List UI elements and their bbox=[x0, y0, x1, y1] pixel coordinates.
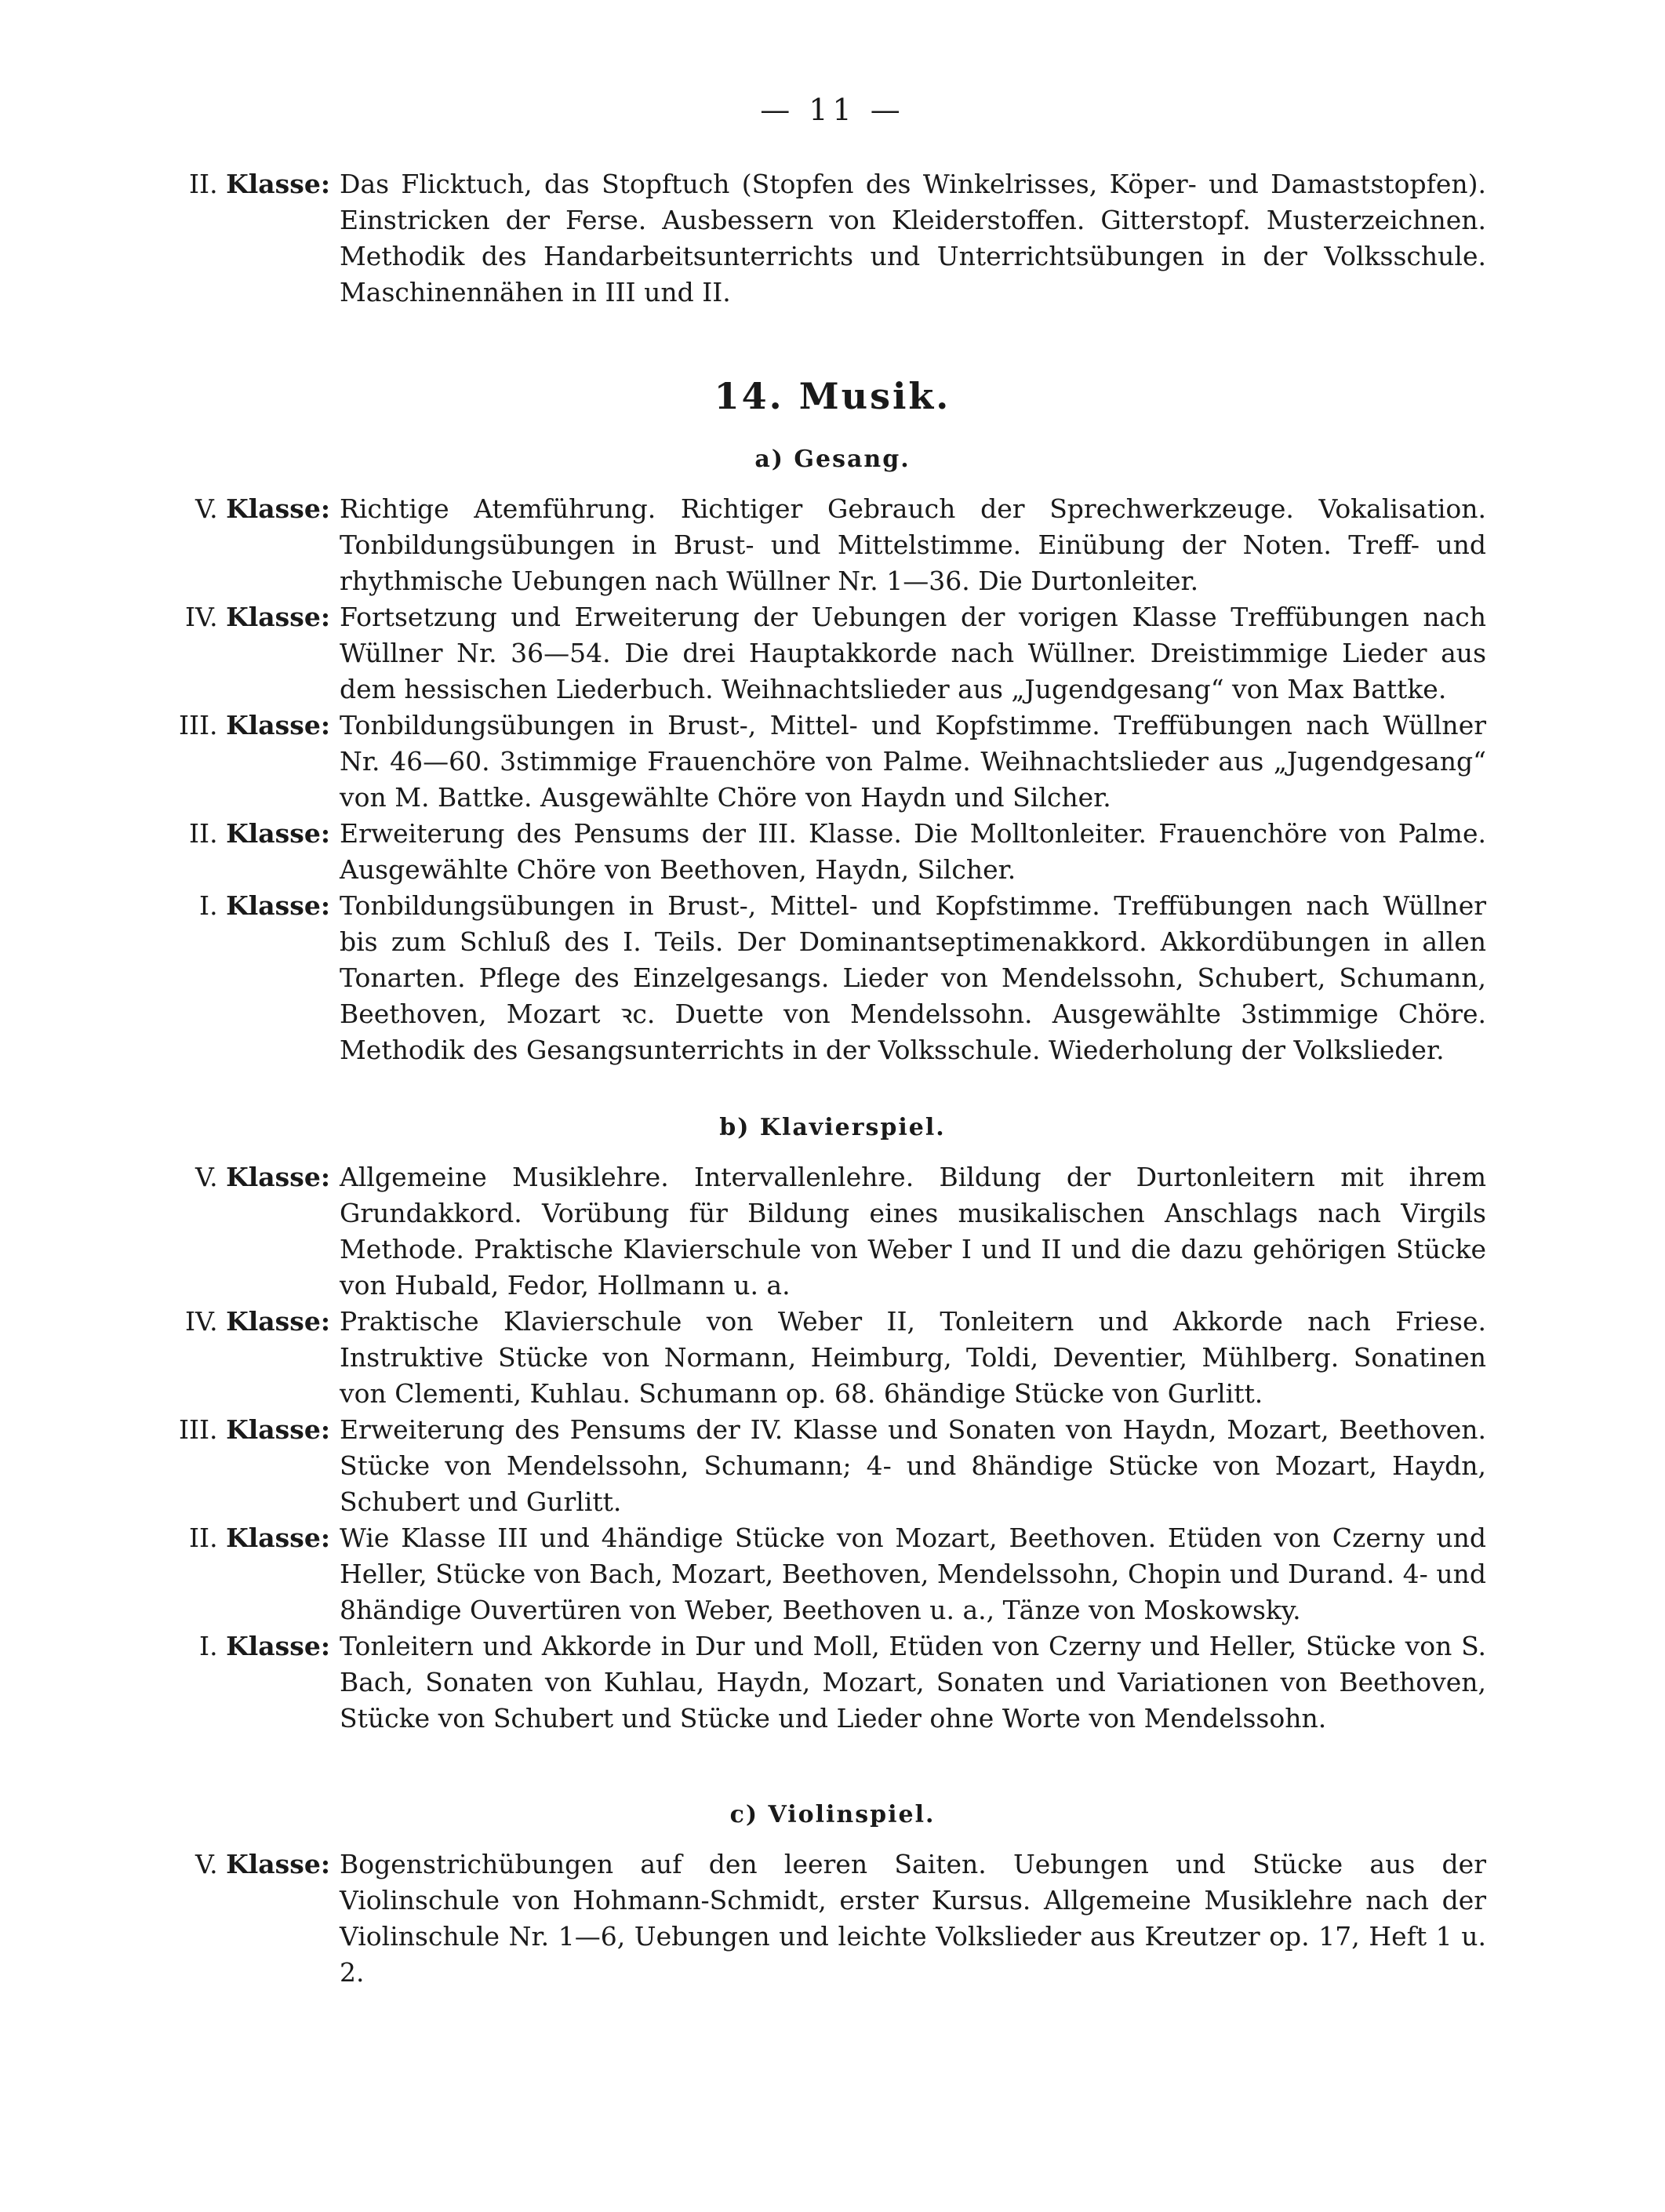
class-label bbox=[169, 1520, 340, 1556]
class-entry bbox=[169, 1304, 1486, 1412]
class-text: Erweiterung des Pensums der IV. Klasse und Sonaten von Haydn, Mozart, Beethoven. Stücke von Mendelssohn, Schumann; 4- und 8händige Stücke von Mozart, Haydn, Schubert und Gurlitt. bbox=[340, 1414, 1486, 1517]
class-entry bbox=[169, 1846, 1486, 1991]
gesang-block bbox=[169, 491, 1486, 1068]
class-label bbox=[169, 888, 340, 924]
class-text: Erweiterung des Pensums der III. Klasse. Die Molltonleiter. Frauenchöre von Palme. Ausgewählte Chöre von Beethoven, Haydn, Silcher. bbox=[340, 818, 1486, 885]
class-word: Klasse: bbox=[226, 1306, 330, 1337]
class-text: Bogenstrichübungen auf den leeren Saiten. Uebungen und Stücke aus der Violinschule von Hohmann-Schmidt, erster Kursus. Allgemeine Musiklehre nach der Violinschule Nr. 1—6, Uebungen und leichte Volkslieder aus Kreutzer op. 17, Heft 1 u. 2. bbox=[340, 1849, 1486, 1988]
class-word: Klasse: bbox=[226, 1523, 330, 1553]
class-word: Klasse: bbox=[226, 710, 330, 740]
class-entry bbox=[169, 1520, 1486, 1628]
class-roman: V. bbox=[195, 493, 218, 524]
section-title: 14. Musik. bbox=[714, 375, 951, 417]
class-entry bbox=[169, 1159, 1486, 1304]
class-entry bbox=[169, 816, 1486, 888]
class-label bbox=[169, 1304, 340, 1340]
class-text: Tonbildungsübungen in Brust-, Mittel- und Kopfstimme. Treffübungen nach Wüllner bis zum Schluß des I. Teils. Der Dominantseptimenakkord. Akkordübungen in allen Tonarten. Pflege des Einzelgesangs. Lieder von Mendelssohn, Schubert, Schumann, Beethoven, Mozart ꝛc. Duette von Mendelssohn. Ausgewählte 3stimmige Chöre. Methodik des Gesangsunterrichts in der Volksschule. Wiederholung der Volkslieder. bbox=[340, 890, 1486, 1065]
class-label bbox=[169, 599, 340, 635]
class-roman: III. bbox=[178, 710, 218, 740]
class-entry bbox=[169, 491, 1486, 599]
class-label bbox=[169, 166, 340, 202]
class-entry bbox=[169, 1412, 1486, 1520]
class-roman: III. bbox=[178, 1414, 218, 1445]
class-roman: IV. bbox=[184, 602, 218, 632]
class-text: Fortsetzung und Erweiterung der Uebungen der vorigen Klasse Treffübungen nach Wüllner Nr. 36—54. Die drei Hauptakkorde nach Wüllner. Dreistimmige Lieder aus dem hessischen Liederbuch. Weihnachtslieder aus „Jugendgesang“ von Max Battke. bbox=[340, 602, 1486, 704]
subsection-title-klavierspiel: b) Klavierspiel. bbox=[719, 1114, 946, 1141]
class-label bbox=[169, 1159, 340, 1195]
class-roman: II. bbox=[189, 818, 218, 849]
class-roman: IV. bbox=[184, 1306, 218, 1337]
klavier-block bbox=[169, 1159, 1486, 1737]
class-word: Klasse: bbox=[226, 1849, 330, 1879]
page-number: — 11 — bbox=[760, 93, 905, 127]
subsection-title-gesang: a) Gesang. bbox=[754, 446, 911, 473]
class-roman: V. bbox=[195, 1162, 218, 1192]
violin-block bbox=[169, 1846, 1486, 1991]
class-text: Das Flicktuch, das Stopftuch (Stopfen des Winkelrisses, Köper- und Damaststopfen). Einstricken der Ferse. Ausbessern von Kleiderstoffen. Gitterstopf. Musterzeichnen. Methodik des Handarbeitsunterrichts und Unterrichtsübungen in der Volksschule. Maschinennähen in III und II. bbox=[340, 169, 1486, 307]
class-label bbox=[169, 708, 340, 744]
class-word: Klasse: bbox=[226, 1162, 330, 1192]
class-entry bbox=[169, 166, 1486, 311]
class-text: Tonbildungsübungen in Brust-, Mittel- und Kopfstimme. Treffübungen nach Wüllner Nr. 46—60. 3stimmige Frauenchöre von Palme. Weihnachtslieder aus „Jugendgesang“ von M. Battke. Ausgewählte Chöre von Haydn und Silcher. bbox=[340, 710, 1486, 813]
class-word: Klasse: bbox=[226, 818, 330, 849]
class-text: Tonleitern und Akkorde in Dur und Moll, Etüden von Czerny und Heller, Stücke von S. Bach, Sonaten von Kuhlau, Haydn, Mozart, Sonaten und Variationen von Beethoven, Stücke von Schubert und Stücke und Lieder ohne Worte von Mendelssohn. bbox=[340, 1631, 1486, 1734]
class-label bbox=[169, 1846, 340, 1883]
class-label bbox=[169, 1412, 340, 1448]
class-label bbox=[169, 816, 340, 852]
class-entry bbox=[169, 888, 1486, 1068]
class-entry bbox=[169, 599, 1486, 708]
class-entry bbox=[169, 708, 1486, 816]
class-text: Wie Klasse III und 4händige Stücke von Mozart, Beethoven. Etüden von Czerny und Heller, Stücke von Bach, Mozart, Beethoven, Mendelssohn, Chopin und Durand. 4- und 8händige Ouvertüren von Weber, Beethoven u. a., Tänze von Moskowsky. bbox=[340, 1523, 1486, 1625]
class-roman: II. bbox=[189, 1523, 218, 1553]
subsection-title-violinspiel: c) Violinspiel. bbox=[729, 1801, 936, 1828]
class-word: Klasse: bbox=[226, 1631, 330, 1661]
class-roman: V. bbox=[195, 1849, 218, 1879]
class-text: Allgemeine Musiklehre. Intervallenlehre. Bildung der Durtonleitern mit ihrem Grundakkord. Vorübung für Bildung eines musikalischen Anschlags nach Virgils Methode. Praktische Klavierschule von Weber I und II und die dazu gehörigen Stücke von Hubald, Fedor, Hollmann u. a. bbox=[340, 1162, 1486, 1301]
class-text: Richtige Atemführung. Richtiger Gebrauch der Sprechwerkzeuge. Vokalisation. Tonbildungsübungen in Brust- und Mittelstimme. Einübung der Noten. Treff- und rhythmische Uebungen nach Wüllner Nr. 1—36. Die Durtonleiter. bbox=[340, 493, 1486, 596]
class-roman: I. bbox=[199, 1631, 218, 1661]
class-word: Klasse: bbox=[226, 493, 330, 524]
class-word: Klasse: bbox=[226, 890, 330, 921]
class-word: Klasse: bbox=[226, 1414, 330, 1445]
class-entry bbox=[169, 1628, 1486, 1737]
class-label bbox=[169, 491, 340, 527]
class-roman: II. bbox=[189, 169, 218, 199]
class-word: Klasse: bbox=[226, 169, 330, 199]
class-word: Klasse: bbox=[226, 602, 330, 632]
class-text: Praktische Klavierschule von Weber II, Tonleitern und Akkorde nach Friese. Instruktive Stücke von Normann, Heimburg, Toldi, Deventier, Mühlberg. Sonatinen von Clementi, Kuhlau. Schumann op. 68. 6händige Stücke von Gurlitt. bbox=[340, 1306, 1486, 1409]
class-roman: I. bbox=[199, 890, 218, 921]
intro-block bbox=[169, 166, 1486, 311]
class-label bbox=[169, 1628, 340, 1664]
